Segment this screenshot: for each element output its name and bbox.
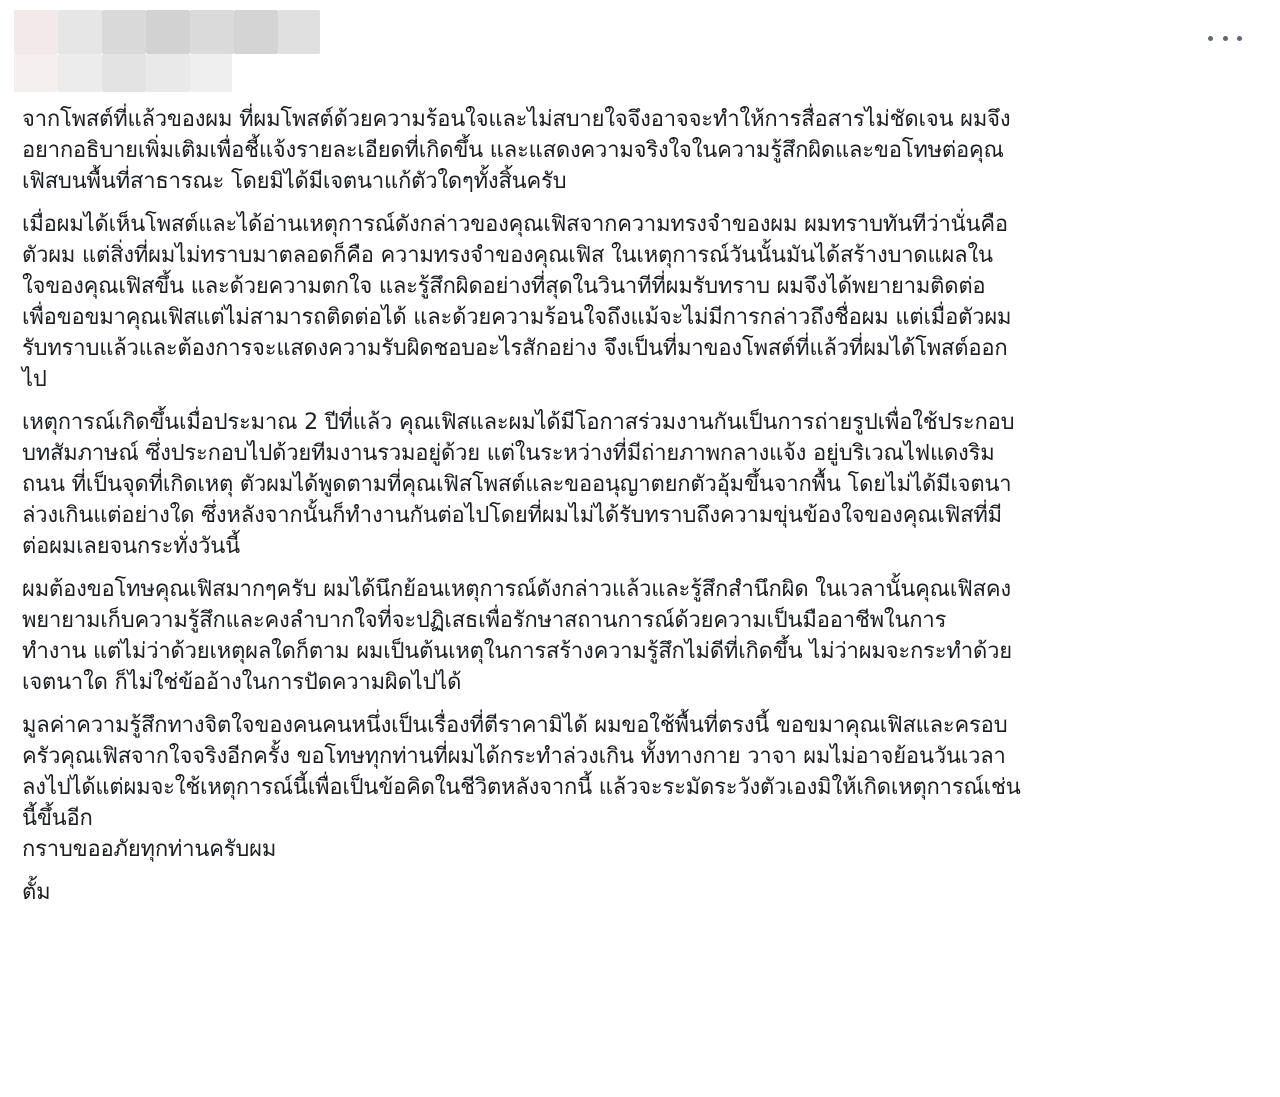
redacted-author-name bbox=[14, 10, 320, 92]
post-closing: กราบขออภัยทุกท่านครับผม bbox=[22, 837, 277, 862]
more-horizontal-icon-dot bbox=[1223, 36, 1228, 41]
more-horizontal-icon bbox=[1208, 36, 1213, 41]
post-header bbox=[0, 0, 1280, 96]
post-paragraph: เมื่อผมได้เห็นโพสต์และได้อ่านเหตุการณ์ดังกล่าวของคุณเฟิสจากความทรงจำของผม ผมทราบทันทีว่านั่นคือ ตัวผม แต่สิ่งที่ผมไม่ทราบมาตลอดก็คือ ความทรงจำของคุณเฟิส ในเหตุการณ์วันนั้นมันได้สร้างบาดแผลใน ใจของคุณเฟิสขึ้น และด้วยความตกใจ และรู้สึกผิดอย่างที่สุดในวินาทีที่ผมรับทราบ ผมจึงได้พยายามติดต่อ เพื่อขอขมาคุณเฟิสแต่ไม่สามารถติดต่อได้ และด้วยความร้อนใจถึงแม้จะไม่มีการกล่าวถึงชื่อผม แต่เมื่อตัวผม รับทราบแล้วและต้องการจะแสดงความรับผิดชอบอะไรสักอย่าง จึงเป็นที่มาของโพสต์ที่แล้วที่ผมได้โพสต์ออก ไป bbox=[22, 212, 1012, 392]
post-paragraph: ผมต้องขอโทษคุณเฟิสมากๆครับ ผมได้นึกย้อนเหตุการณ์ดังกล่าวแล้วและรู้สึกสำนึกผิด ในเวลานั้นคุณเฟิสคง พยายามเก็บความรู้สึกและคงลำบากใจที่จะปฏิเสธเพื่อรักษาสถานการณ์ด้วยความเป็นมืออาชีพในการ ทำงาน แต่ไม่ว่าด้วยเหตุผลใดก็ตาม ผมเป็นต้นเหตุในการสร้างความรู้สึกไม่ดีที่เกิดขึ้น ไม่ว่าผมจะกระทำด้วย เจตนาใด ก็ไม่ใช่ข้ออ้างในการปัดความผิดไปได้ bbox=[22, 577, 1012, 695]
post-paragraph: มูลค่าความรู้สึกทางจิตใจของคนคนหนึ่งเป็นเรื่องที่ตีราคามิได้ ผมขอใช้พื้นที่ตรงนี้ ขอขมาคุณเฟิสและครอบ ครัวคุณเฟิสจากใจจริงอีกครั้ง ขอโทษทุกท่านที่ผมได้กระทำล่วงเกิน ทั้งทางกาย วาจา ผมไม่อาจย้อนวันเวลา ลงไปได้แต่ผมจะใช้เหตุการณ์นี้เพื่อเป็นข้อคิดในชีวิตหลังจากนี้ แล้วจะระมัดระวังตัวเองมิให้เกิดเหตุการณ์เช่น นี้ขึ้นอีก bbox=[22, 713, 1021, 831]
more-options-button[interactable] bbox=[1208, 28, 1242, 48]
post-signature: ตั้ม bbox=[22, 880, 51, 905]
post-paragraph: จากโพสต์ที่แล้วของผม ที่ผมโพสต์ด้วยความร้อนใจและไม่สบายใจจึงอาจจะทำให้การสื่อสารไม่ชัดเจน ผมจึง อยากอธิบายเพิ่มเติมเพื่อชี้แจ้งรายละเอียดที่เกิดขึ้น และแสดงความจริงใจในความรู้สึกผิดและขอโทษต่อคุณ เฟิสบนพื้นที่สาธารณะ โดยมิได้มีเจตนาแก้ตัวใดๆทั้งสิ้นครับ bbox=[22, 107, 1011, 194]
post-paragraph: เหตุการณ์เกิดขึ้นเมื่อประมาณ 2 ปีที่แล้ว คุณเฟิสและผมได้มีโอกาสร่วมงานกันเป็นการถ่ายรูปเพื่อใช้ประกอบ บทสัมภาษณ์ ซึ่งประกอบไปด้วยทีมงานรวมอยู่ด้วย แต่ในระหว่างที่มีถ่ายภาพกลางแจ้ง อยู่บริเวณไฟแดงริม ถนน ที่เป็นจุดที่เกิดเหตุ ตัวผมได้พูดตามที่คุณเฟิสโพสต์และขออนุญาตยกตัวอุ้มขึ้นจากพื้น โดยไม่ได้มีเจตนา ล่วงเกินแต่อย่างใด ซึ่งหลังจากนั้นก็ทำงานกันต่อไปโดยที่ผมไม่ได้รับทราบถึงความขุ่นข้องใจของคุณเฟิสที่มี ต่อผมเลยจนกระทั่งวันนี้ bbox=[22, 410, 1015, 559]
post-body bbox=[22, 104, 1262, 920]
more-horizontal-icon-dot bbox=[1237, 36, 1242, 41]
